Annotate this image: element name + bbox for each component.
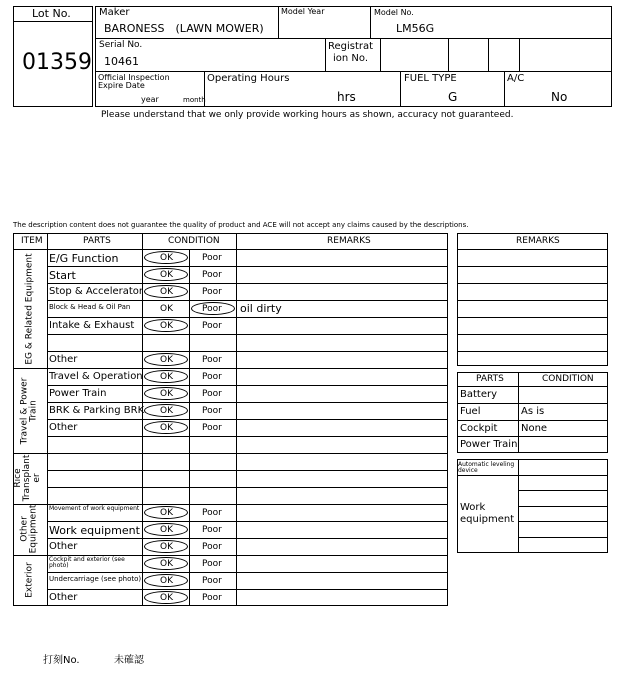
selected-condition-circle <box>144 574 188 587</box>
summary-header-condition: CONDITION <box>542 374 594 384</box>
condition-poor: Poor <box>202 406 222 416</box>
selected-condition-circle <box>144 319 188 332</box>
part-label: BRK & Parking BRK <box>49 405 145 416</box>
part-label: Work equipment <box>49 524 140 537</box>
stamp-number-value: 未確認 <box>114 655 144 666</box>
selected-condition-circle <box>144 370 188 383</box>
summary-part-power-train: Power Train <box>460 439 518 450</box>
condition-poor: Poor <box>202 355 222 365</box>
inspection-label-2: Expire Date <box>98 81 145 90</box>
summary-part-cockpit: Cockpit <box>460 423 498 434</box>
stamp-number-label: 打刻No. <box>43 655 80 666</box>
lot-number: 01359 <box>22 50 92 75</box>
selected-condition-circle <box>144 523 188 536</box>
part-label: Other <box>49 354 78 365</box>
category-eg-related: EG & Related Equipment <box>24 253 35 365</box>
condition-poor: Poor <box>202 559 222 569</box>
summary-part-fuel: Fuel <box>460 406 481 417</box>
part-label: Other <box>49 541 78 552</box>
selected-condition-circle <box>144 421 188 434</box>
category-exterior: Exterior <box>24 562 35 598</box>
selected-condition-circle <box>144 404 188 417</box>
selected-condition-circle <box>144 387 188 400</box>
condition-poor: Poor <box>202 542 222 552</box>
condition-poor: Poor <box>202 576 222 586</box>
selected-condition-circle <box>144 268 188 281</box>
condition-poor: Poor <box>202 372 222 382</box>
column-header-item: ITEM <box>21 236 43 246</box>
condition-poor: Poor <box>202 270 222 280</box>
operating-hours-label: Operating Hours <box>207 73 290 84</box>
selected-condition-circle <box>144 353 188 366</box>
registration-label-2: ion No. <box>333 53 369 64</box>
selected-condition-circle <box>144 251 188 264</box>
ac-value: No <box>551 90 568 104</box>
month-label: month <box>183 96 206 104</box>
model-no-label: Model No. <box>374 8 414 17</box>
category-travel-power-train: Travel & Power Train <box>19 377 39 445</box>
ac-label: A/C <box>507 73 525 84</box>
condition-poor: Poor <box>202 508 222 518</box>
selected-condition-circle <box>144 285 188 298</box>
column-header-remarks: REMARKS <box>327 236 371 246</box>
selected-condition-circle <box>144 506 188 519</box>
part-label: Other <box>49 422 78 433</box>
selected-condition-circle <box>191 302 235 315</box>
category-rice-transplanter: Rice Transplant er <box>12 454 42 502</box>
column-header-parts: PARTS <box>83 236 111 246</box>
serial-value: 10461 <box>104 55 139 68</box>
part-label: Cockpit and exterior (see photo) <box>49 556 125 569</box>
condition-ok: OK <box>160 593 173 603</box>
part-label: Movement of work equipment <box>49 505 140 512</box>
condition-ok: OK <box>160 389 173 399</box>
condition-poor: Poor <box>202 389 222 399</box>
condition-ok: OK <box>160 355 173 365</box>
work-equipment-label-2: equipment <box>460 514 515 525</box>
maker-value: BARONESS (LAWN MOWER) <box>104 22 264 35</box>
part-label: Power Train <box>49 388 107 399</box>
fuel-type-label: FUEL TYPE <box>404 73 457 84</box>
condition-poor: Poor <box>202 287 222 297</box>
summary-condition-fuel: As is <box>521 406 545 417</box>
condition-poor: Poor <box>202 321 222 331</box>
model-year-label: Model Year <box>281 7 325 16</box>
part-label: E/G Function <box>49 252 119 265</box>
inspection-label-1: Official Inspection <box>98 73 170 82</box>
condition-ok: OK <box>160 542 173 552</box>
condition-poor: Poor <box>202 593 222 603</box>
part-label: Start <box>49 269 76 282</box>
condition-poor: Poor <box>202 253 222 263</box>
condition-ok: OK <box>160 372 173 382</box>
part-label: Stop & Accelerator <box>49 286 144 297</box>
summary-condition-cockpit: None <box>521 423 548 434</box>
hrs-label: hrs <box>337 90 356 104</box>
condition-ok: OK <box>160 304 173 314</box>
summary-part-battery: Battery <box>460 389 498 400</box>
part-label: Intake & Exhaust <box>49 320 135 331</box>
column-header-condition: CONDITION <box>168 236 220 246</box>
condition-poor: Poor <box>202 423 222 433</box>
model-no-value: LM56G <box>396 22 435 35</box>
part-label: Undercarriage (see photo) <box>49 575 142 583</box>
registration-label-1: Registrat <box>328 41 374 52</box>
auto-leveling-label: Automatic leveling device <box>458 461 515 474</box>
condition-ok: OK <box>160 559 173 569</box>
serial-label: Serial No. <box>99 40 143 50</box>
condition-ok: OK <box>160 576 173 586</box>
selected-condition-circle <box>144 557 188 570</box>
part-label: Block & Head & Oil Pan <box>49 303 131 311</box>
work-equipment-label-1: Work <box>460 502 486 513</box>
condition-ok: OK <box>160 406 173 416</box>
right-remarks-header: REMARKS <box>516 236 560 246</box>
condition-ok: OK <box>160 525 173 535</box>
category-other-equipment: Other Equipment <box>19 504 39 554</box>
lot-label: Lot No. <box>32 7 71 20</box>
condition-ok: OK <box>160 270 173 280</box>
selected-condition-circle <box>144 591 188 604</box>
condition-ok: OK <box>160 423 173 433</box>
condition-ok: OK <box>160 253 173 263</box>
maker-label: Maker <box>99 7 130 18</box>
notice-text: Please understand that we only provide working hours as shown, accuracy not guaranteed. <box>101 110 514 120</box>
year-label: year <box>141 95 159 104</box>
part-label: Other <box>49 592 78 603</box>
condition-ok: OK <box>160 321 173 331</box>
condition-ok: OK <box>160 287 173 297</box>
disclaimer-text: The description content does not guarantee the quality of product and ACE will not accept any claims caused by the descriptions. <box>13 221 469 229</box>
condition-ok: OK <box>160 508 173 518</box>
part-label: Travel & Operation <box>49 371 143 382</box>
condition-poor: Poor <box>202 525 222 535</box>
remark-text: oil dirty <box>240 302 282 315</box>
selected-condition-circle <box>144 540 188 553</box>
fuel-type-value: G <box>448 90 458 104</box>
condition-poor: Poor <box>202 304 222 314</box>
summary-header-parts: PARTS <box>476 374 504 384</box>
